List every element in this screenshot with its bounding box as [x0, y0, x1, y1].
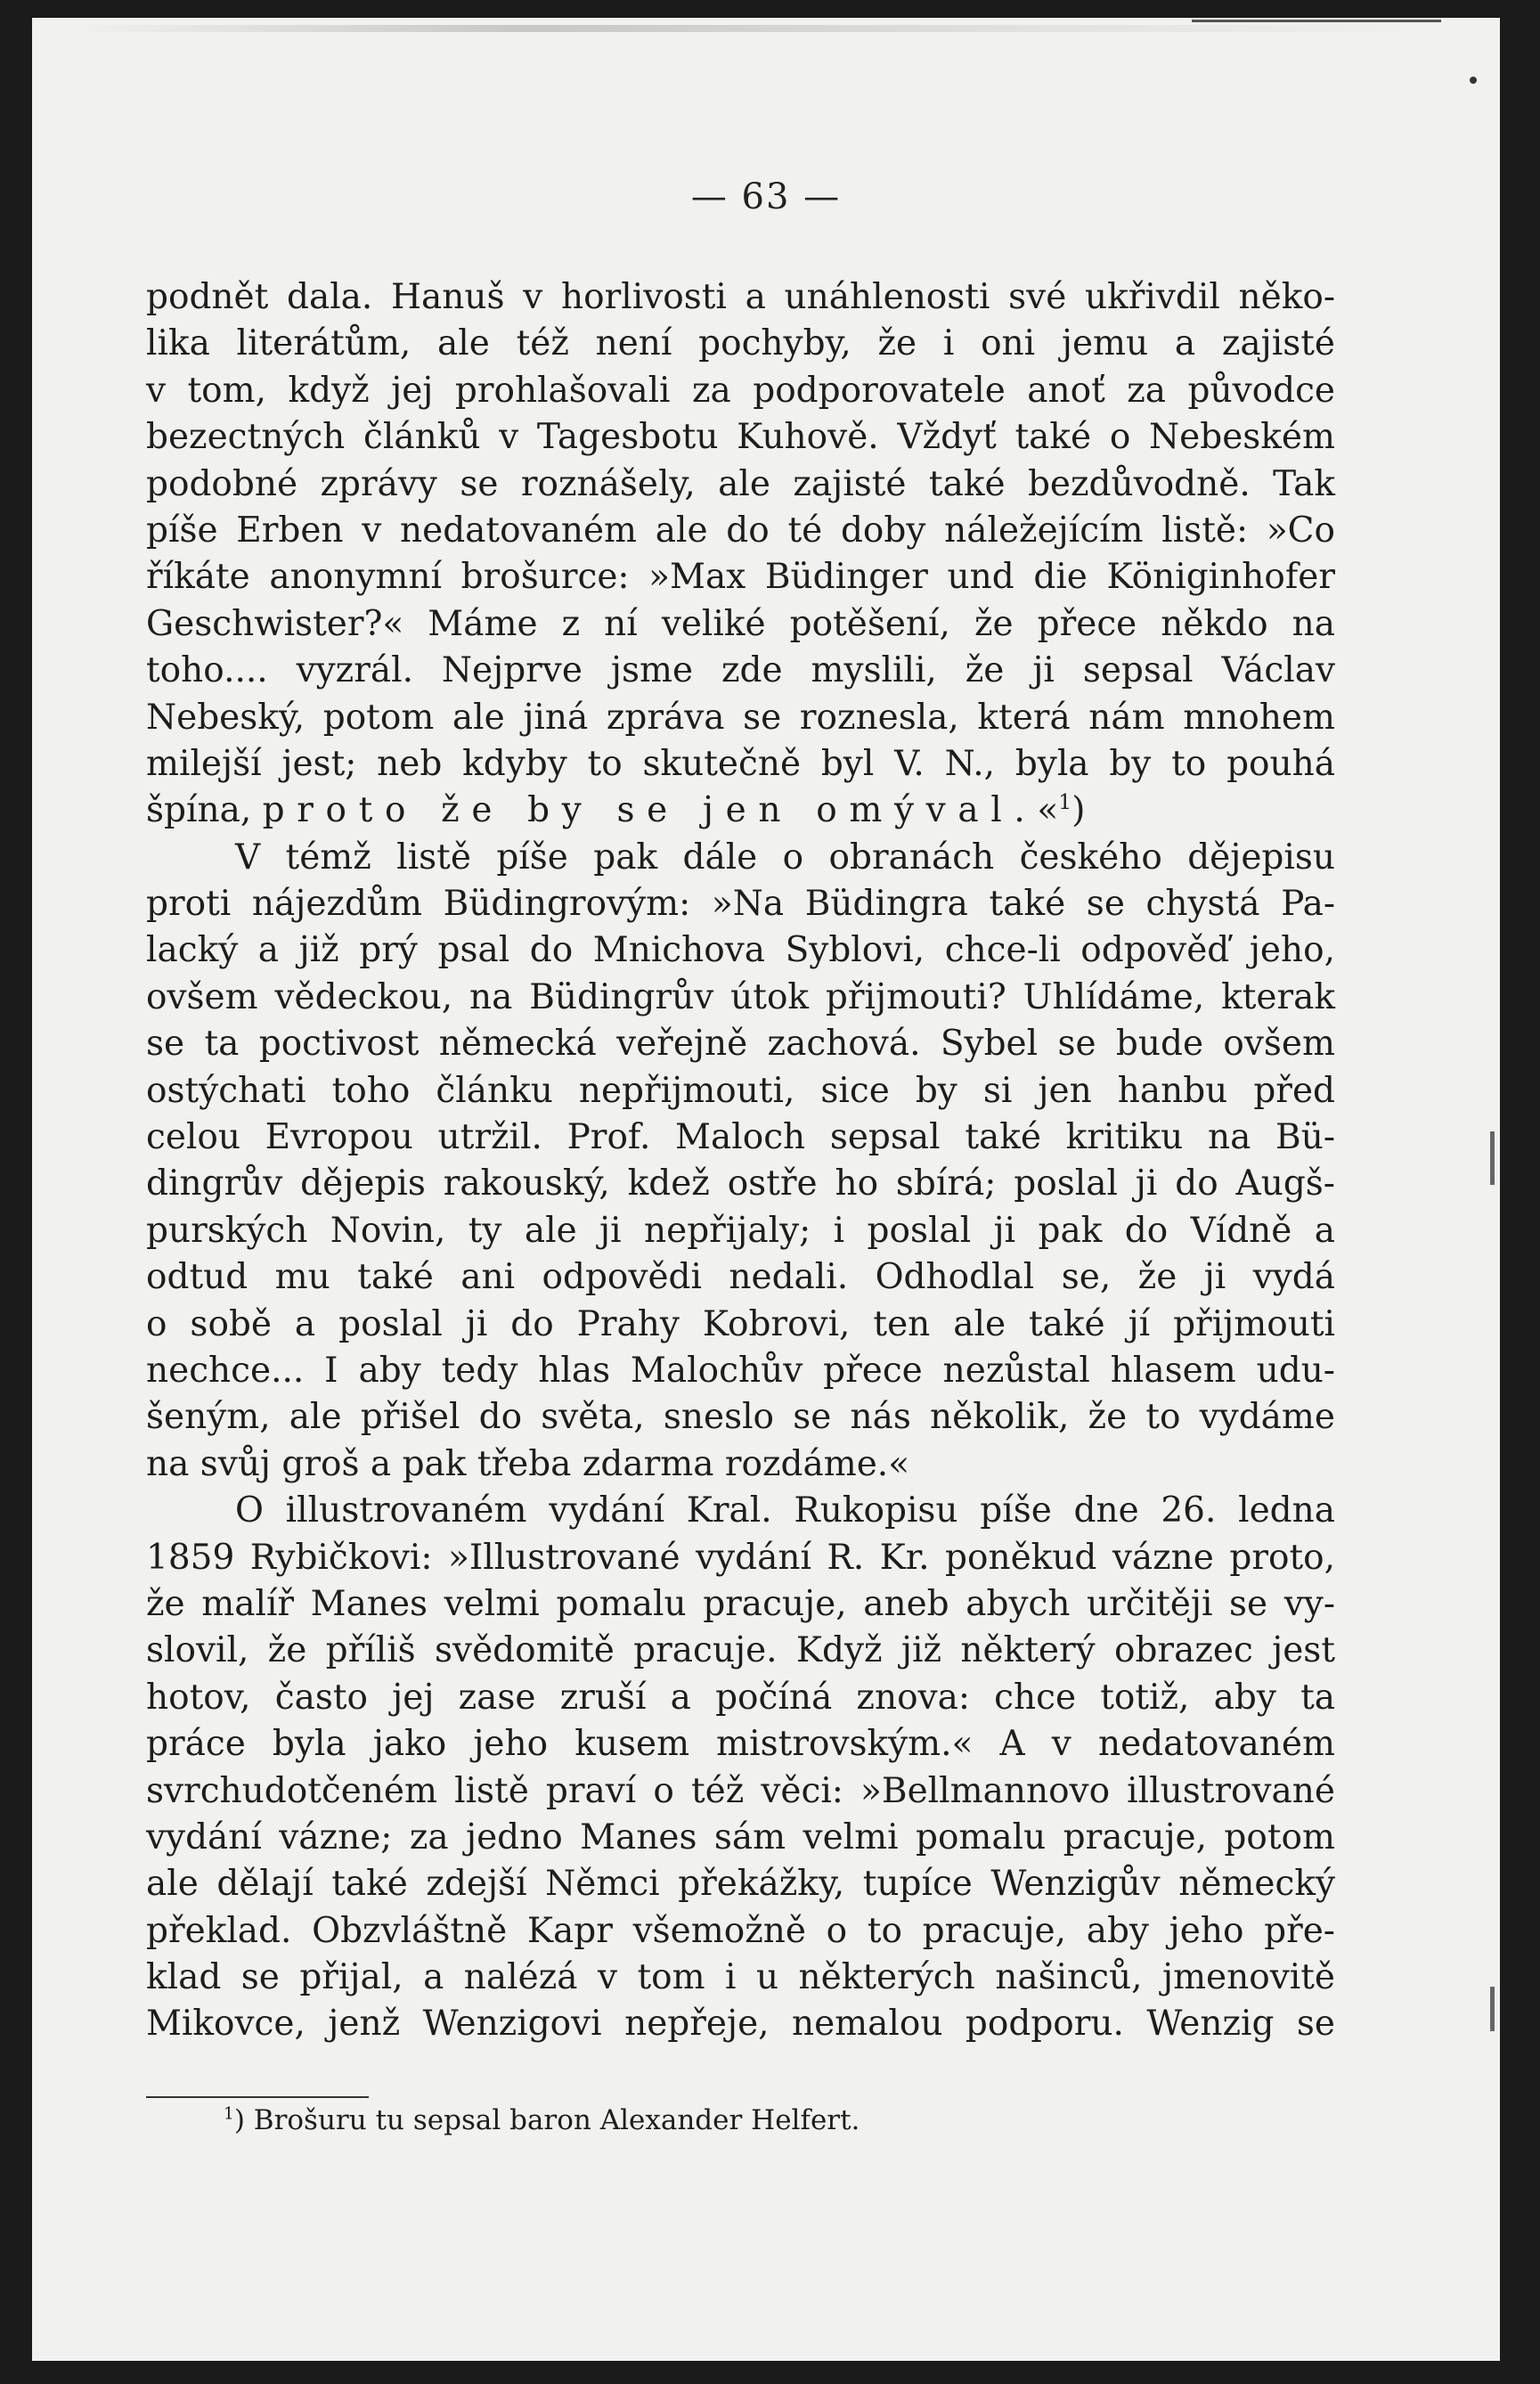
text-line	[146, 1348, 1335, 1394]
line-text: toho.... vyzrál. Nejprve jsme zde myslili, že ji sepsal Václav	[146, 650, 1335, 691]
line-text: klad se přijal, a nalézá v tom i u některých našinců, jmenovitě	[146, 1957, 1335, 1998]
text-line	[146, 1208, 1335, 1254]
line-text: podobné zprávy se roznášely, ale zajisté také bezdůvodně. Tak	[146, 463, 1335, 504]
body-text	[146, 274, 1335, 2048]
text-line	[146, 368, 1335, 414]
text-line	[146, 835, 1335, 881]
text-line	[146, 1908, 1335, 1955]
line-text: o sobě a poslal ji do Prahy Kobrovi, ten ale také jí přijmouti	[146, 1303, 1335, 1344]
line-text: překlad. Obzvláštně Kapr všemožně o to pracuje, aby jeho pře-	[146, 1910, 1335, 1951]
text-line	[146, 1441, 1335, 1488]
text-line	[146, 1721, 1335, 1768]
line-text: lika literátům, ale též není pochyby, že i oni jemu a zajisté	[146, 323, 1335, 364]
line-text: purských Novin, ty ale ji nepřijaly; i poslal ji pak do Vídně a	[146, 1210, 1335, 1251]
line-text: vydání vázne; za jedno Manes sám velmi pomalu pracuje, potom	[146, 1817, 1335, 1857]
text-line	[146, 1955, 1335, 2001]
text-line	[146, 1675, 1335, 1721]
text-line	[146, 741, 1335, 788]
text-line	[146, 461, 1335, 508]
footnote	[224, 2101, 860, 2140]
text-line	[146, 1161, 1335, 1207]
line-text: špína,	[146, 790, 263, 831]
footnote-separator	[146, 2096, 369, 2098]
line-text: na svůj groš a pak třeba zdarma rozdáme.«	[146, 1443, 910, 1484]
line-text: proti nájezdům Büdingrovým: »Na Büdingra také se chystá Pa-	[146, 884, 1335, 925]
line-text: Geschwister?« Máme z ní veliké potěšení, že přece někdo na	[146, 603, 1335, 644]
quote-mark: «	[1037, 790, 1059, 831]
footnote-reference: 1	[1058, 789, 1072, 815]
text-line	[146, 601, 1335, 648]
text-line	[146, 1488, 1335, 1534]
line-text: šeným, ale přišel do světa, sneslo se nás několik, že to vydáme	[146, 1397, 1335, 1438]
line-text: svrchudotčeném listě praví o též věci: »Bellmannovo illustrované	[146, 1770, 1335, 1811]
line-text: dingrův dějepis rakouský, kdež ostře ho sbírá; poslal ji do Augš-	[146, 1163, 1335, 1204]
text-line	[146, 1535, 1335, 1581]
line-text: Mikovce, jenž Wenzigovi nepřeje, nemalou podporu. Wenzig se	[146, 2004, 1335, 2045]
text-line	[146, 975, 1335, 1021]
text-line	[146, 648, 1335, 694]
text-line	[146, 1628, 1335, 1674]
line-text: ovšem vědeckou, na Büdingrův útok přijmouti? Uhlídáme, kterak	[146, 976, 1335, 1017]
line-text: že malíř Manes velmi pomalu pracuje, aneb abych určitěji se vy-	[146, 1583, 1335, 1624]
text-line	[146, 927, 1335, 974]
text-line	[146, 881, 1335, 927]
footnote-reference-paren: )	[1071, 790, 1086, 831]
line-text: celou Evropou utržil. Prof. Maloch sepsal také kritiku na Bü-	[146, 1117, 1335, 1158]
text-line	[146, 414, 1335, 461]
text-line	[146, 1581, 1335, 1628]
line-text: nechce... I aby tedy hlas Malochův přece nezůstal hlasem udu-	[146, 1350, 1335, 1391]
line-text: lacký a již prý psal do Mnichova Syblovi, chce-li odpověď jeho,	[146, 930, 1335, 971]
text-line	[146, 1068, 1335, 1114]
line-text: práce byla jako jeho kusem mistrovským.« A v nedatovaném	[146, 1724, 1335, 1765]
line-text: říkáte anonymní brošurce: »Max Büdinger und die Königinhofer	[146, 557, 1335, 598]
line-text: O illustrovaném vydání Kral. Rukopisu píše dne 26. ledna	[235, 1490, 1335, 1531]
line-text: slovil, že příliš svědomitě pracuje. Když již některý obrazec jest	[146, 1630, 1335, 1671]
footnote-marker: 1	[224, 2104, 234, 2124]
text-line	[146, 2001, 1335, 2047]
line-text: se ta poctivost německá veřejně zachová. Sybel se bude ovšem	[146, 1024, 1335, 1065]
text-line	[146, 321, 1335, 367]
text-line	[146, 1768, 1335, 1815]
emphasized-text: proto že by se jen omýval.	[262, 790, 1038, 831]
line-text: Nebeský, potom ale jiná zpráva se roznesla, která nám mnohem	[146, 697, 1335, 738]
footnote-text: ) Brošuru tu sepsal baron Alexander Helfert.	[233, 2104, 860, 2136]
text-line	[146, 695, 1335, 741]
text-line	[146, 1815, 1335, 1861]
text-line	[146, 788, 1335, 834]
line-text: podnět dala. Hanuš v horlivosti a unáhlenosti své ukřivdil něko-	[146, 277, 1335, 317]
line-text: milejší jest; neb kdyby to skutečně byl V. N., byla by to pouhá	[146, 743, 1335, 784]
text-line	[146, 1394, 1335, 1441]
scan-edge-mark	[1490, 1131, 1495, 1185]
text-line	[146, 1861, 1335, 1907]
line-text: ostýchati toho článku nepřijmouti, sice by si jen hanbu před	[146, 1070, 1335, 1111]
text-line	[146, 1254, 1335, 1301]
text-line	[146, 508, 1335, 554]
book-page	[32, 18, 1500, 2361]
text-line	[146, 1021, 1335, 1067]
line-text: odtud mu také ani odpovědi nedali. Odhodlal se, že ji vydá	[146, 1257, 1335, 1298]
scan-top-shadow	[68, 25, 1439, 32]
text-line	[146, 554, 1335, 600]
scan-top-rule	[1192, 20, 1441, 22]
line-text: píše Erben v nedatovaném ale do té doby náležejícím listě: »Co	[146, 510, 1335, 551]
line-text: v tom, když jej prohlašovali za podporovatele anoť za původce	[146, 370, 1335, 411]
text-line	[146, 1302, 1335, 1348]
text-line	[146, 1114, 1335, 1161]
page-number: — 63 —	[690, 176, 842, 217]
line-text: 1859 Rybičkovi: »Illustrované vydání R. Kr. poněkud vázne proto,	[146, 1537, 1335, 1578]
line-text: bezectných článků v Tagesbotu Kuhově. Vždyť také o Nebeském	[146, 417, 1335, 458]
line-text: hotov, často jej zase zruší a počíná znova: chce totiž, aby ta	[146, 1677, 1335, 1718]
line-text: ale dělají také zdejší Němci překážky, tupíce Wenzigův německý	[146, 1864, 1335, 1905]
line-text: V témž listě píše pak dále o obranách českého dějepisu	[235, 837, 1335, 878]
scan-edge-mark	[1490, 1987, 1495, 2031]
text-line	[146, 274, 1335, 321]
margin-dot	[1470, 77, 1477, 84]
